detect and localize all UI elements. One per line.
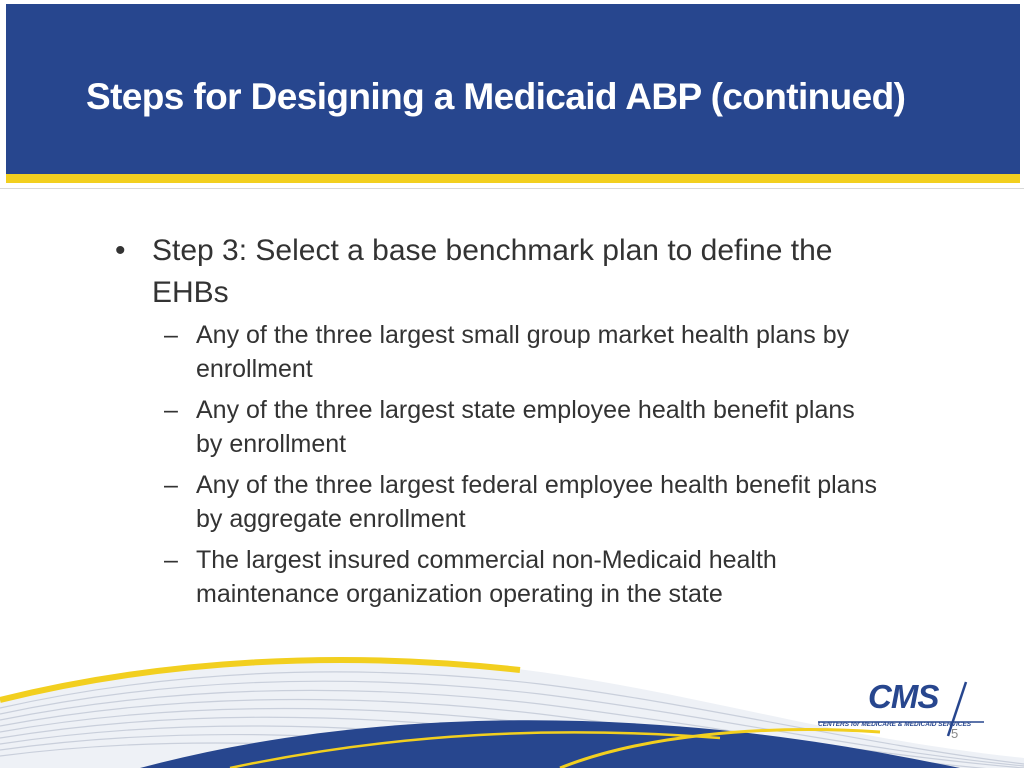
dash-icon: – [164, 396, 178, 424]
step-heading: Step 3: Select a base benchmark plan to define the EHBs [152, 234, 833, 309]
cms-logo-subtitle: CENTERS for MEDICARE & MEDICAID SERVICES [818, 721, 972, 728]
bullet-icon: • [115, 234, 126, 267]
option-item: The largest insured commercial non-Medicaid health maintenance organization operating in the state [196, 546, 777, 608]
option-item: Any of the three largest state employee health benefit plans by enrollment [196, 396, 855, 458]
option-item: Any of the three largest federal employee health benefit plans by aggregate enrollment [196, 471, 877, 533]
dash-icon: – [164, 471, 178, 499]
option-item: Any of the three largest small group market health plans by enrollment [196, 321, 850, 383]
dash-icon: – [164, 321, 178, 349]
slide-title: Steps for Designing a Medicaid ABP (continued) [86, 76, 906, 117]
dash-icon: – [164, 546, 178, 574]
page-number: 5 [951, 726, 959, 741]
cms-logo-text: CMS [868, 678, 939, 715]
